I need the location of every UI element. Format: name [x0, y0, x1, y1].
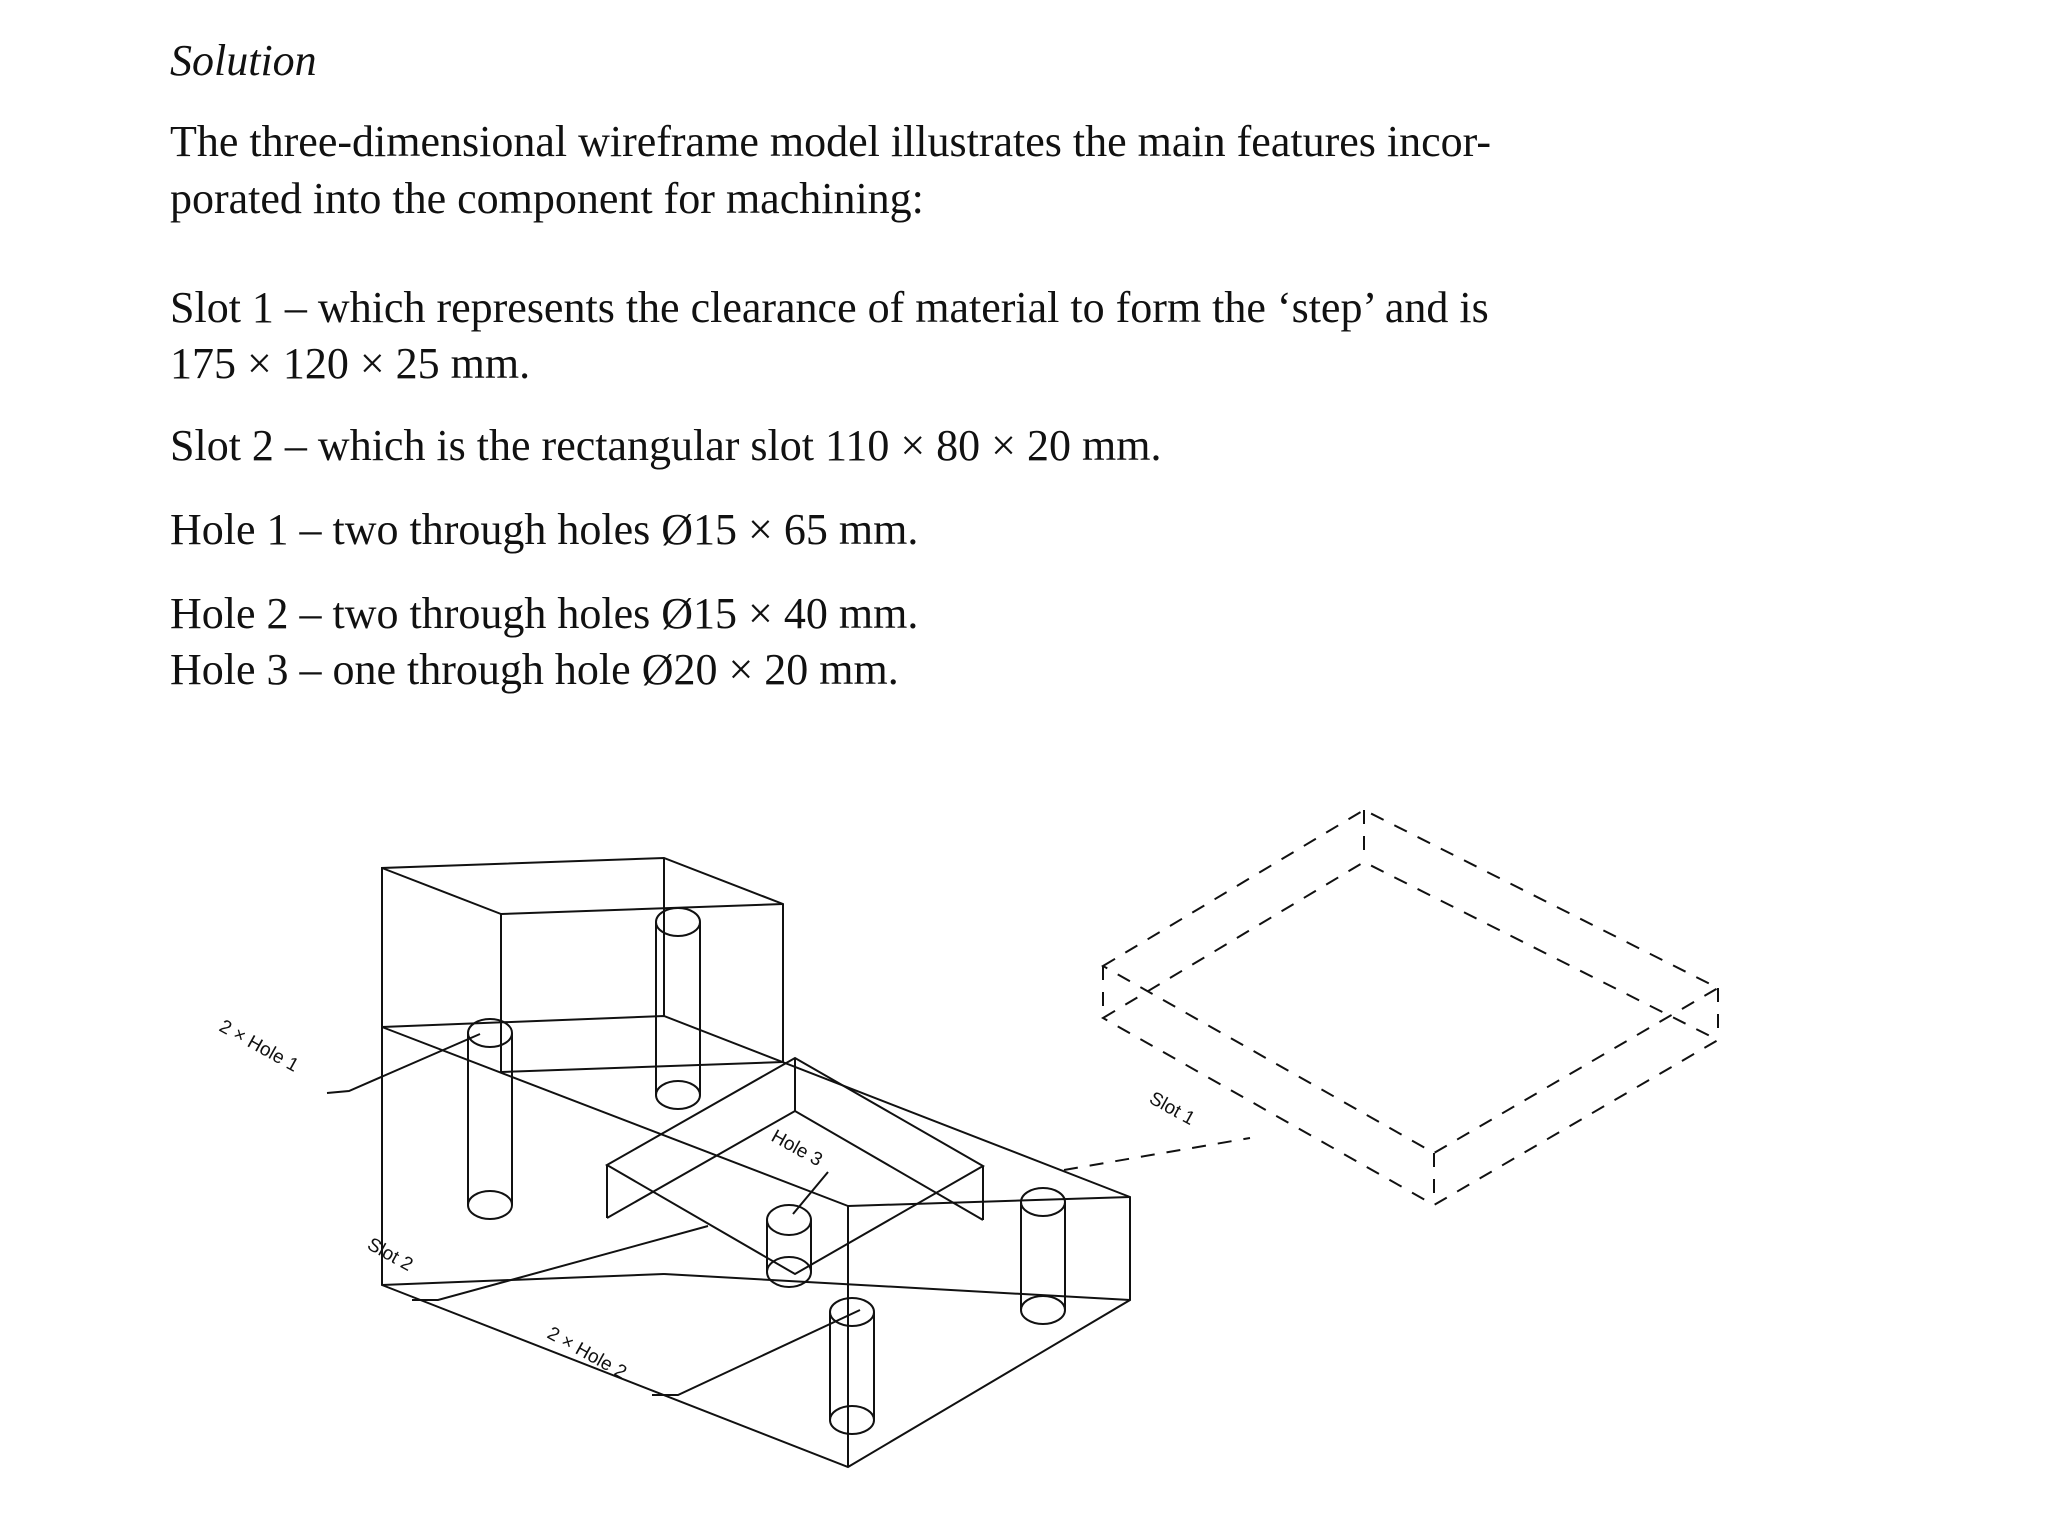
label-2x-hole2: 2 × Hole 2: [543, 1323, 630, 1384]
feature-hole2: Hole 2 – two through holes Ø15 × 40 mm.: [170, 589, 919, 638]
feature-slot2: Slot 2 – which is the rectangular slot 110 × 80 × 20 mm.: [170, 421, 1162, 470]
label-slot1: Slot 1: [1145, 1088, 1199, 1130]
feature-hole1: Hole 1 – two through holes Ø15 × 65 mm.: [170, 505, 919, 554]
feature-slot1-line1: Slot 1 – which represents the clearance of material to form the ‘step’ and is: [170, 283, 1489, 332]
feature-hole3: Hole 3 – one through hole Ø20 × 20 mm.: [170, 645, 899, 694]
label-2x-hole1: 2 × Hole 1: [215, 1016, 302, 1077]
label-slot2: Slot 2: [363, 1234, 417, 1276]
wireframe-model-figure: [0, 740, 2048, 1500]
leader-lines: [327, 1034, 860, 1395]
component-wireframe: [382, 858, 1130, 1467]
section-heading: Solution: [170, 36, 317, 85]
slot1-dashed-volume: [1064, 810, 1718, 1205]
intro-paragraph: The three-dimensional wireframe model illustrates the main features incor- porated into the component for machining:: [170, 117, 1492, 223]
label-hole3: Hole 3: [767, 1126, 826, 1171]
feature-slot1-line2: 175 × 120 × 25 mm.: [170, 339, 531, 388]
